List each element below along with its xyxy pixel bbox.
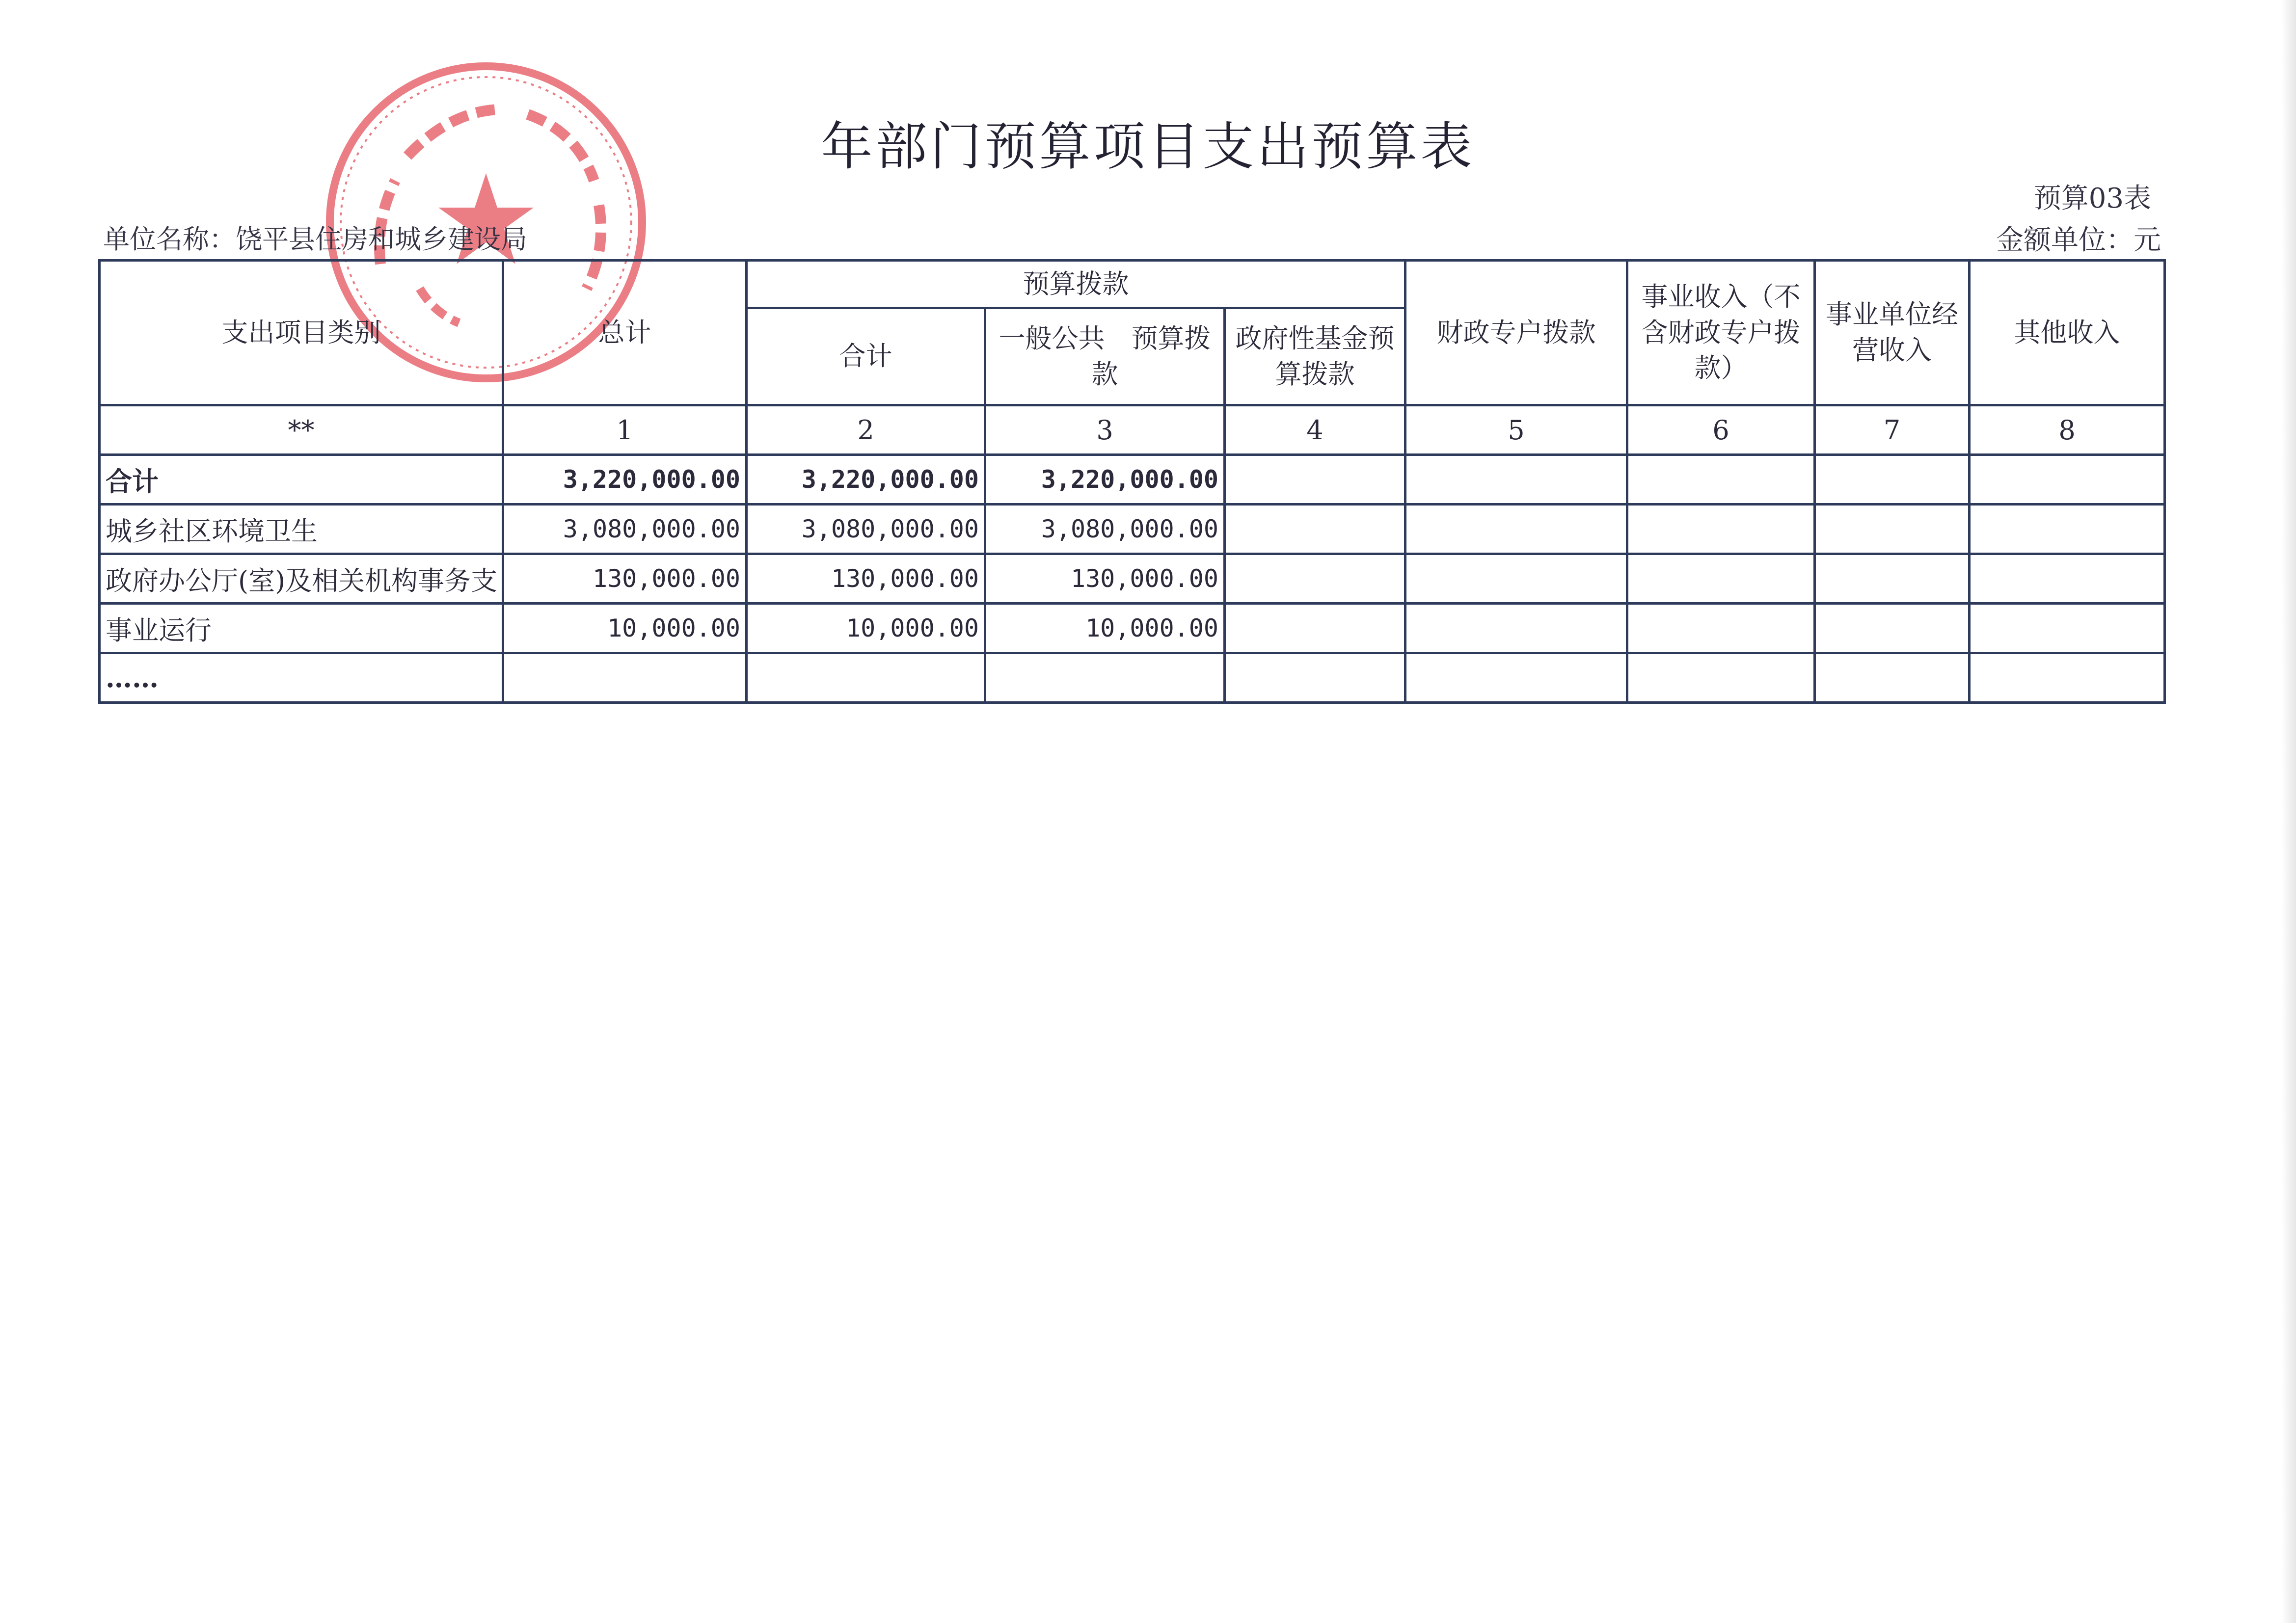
scan-edge — [2281, 0, 2296, 1623]
table-row-ellipsis — [100, 653, 2165, 703]
empty-cell — [1970, 604, 2165, 653]
empty-cell — [1815, 604, 1970, 653]
row-general: 3,220,000.00 — [985, 455, 1225, 505]
empty-cell — [1970, 653, 2165, 703]
index-cell: 1 — [503, 405, 747, 455]
header-category: 支出项目类别 — [100, 261, 503, 405]
row-subtotal: 3,220,000.00 — [747, 455, 985, 505]
empty-cell — [747, 653, 985, 703]
budget-table — [98, 259, 2166, 704]
empty-cell — [1815, 505, 1970, 554]
empty-cell — [1815, 653, 1970, 703]
row-subtotal: 3,080,000.00 — [747, 505, 985, 554]
empty-cell — [1405, 653, 1627, 703]
index-row — [100, 405, 2165, 455]
money-unit: 金额单位：元 — [1996, 224, 2161, 256]
row-total: 10,000.00 — [503, 604, 747, 653]
row-name: 合计 — [100, 455, 503, 505]
index-cell: 2 — [747, 405, 985, 455]
row-general: 130,000.00 — [985, 554, 1225, 604]
table-row — [100, 554, 2165, 604]
empty-cell — [1225, 455, 1405, 505]
form-number: 预算03表 — [2033, 183, 2151, 214]
empty-cell — [1627, 653, 1815, 703]
empty-cell — [1627, 505, 1815, 554]
row-name: …… — [100, 653, 503, 703]
table-row-total — [100, 455, 2165, 505]
empty-cell — [1405, 554, 1627, 604]
index-cell: 8 — [1970, 405, 2165, 455]
empty-cell — [1627, 554, 1815, 604]
row-total: 3,080,000.00 — [503, 505, 747, 554]
budget-table-wrapper — [98, 259, 2166, 704]
empty-cell — [503, 653, 747, 703]
row-general: 3,080,000.00 — [985, 505, 1225, 554]
index-cell: 3 — [985, 405, 1225, 455]
empty-cell — [1405, 455, 1627, 505]
empty-cell — [985, 653, 1225, 703]
index-cell: 6 — [1627, 405, 1815, 455]
empty-cell — [1405, 505, 1627, 554]
index-cell: 5 — [1405, 405, 1627, 455]
index-cell: 4 — [1225, 405, 1405, 455]
row-name: 事业运行 — [100, 604, 503, 653]
row-total: 3,220,000.00 — [503, 455, 747, 505]
empty-cell — [1970, 554, 2165, 604]
header-other-income: 其他收入 — [1970, 261, 2165, 405]
empty-cell — [1225, 505, 1405, 554]
unit-name-line — [103, 218, 527, 256]
row-name: 城乡社区环境卫生 — [100, 505, 503, 554]
table-row — [100, 505, 2165, 554]
header-subtotal: 合计 — [747, 308, 985, 405]
empty-cell — [1225, 554, 1405, 604]
row-total: 130,000.00 — [503, 554, 747, 604]
row-name: 政府办公厅(室)及相关机构事务支 — [100, 554, 503, 604]
empty-cell — [1225, 604, 1405, 653]
header-total: 总计 — [503, 261, 747, 405]
empty-cell — [1970, 505, 2165, 554]
header-gov-fund: 政府性基金预算拨款 — [1225, 308, 1405, 405]
index-cell: ** — [100, 405, 503, 455]
row-subtotal: 10,000.00 — [747, 604, 985, 653]
table-row — [100, 604, 2165, 653]
header-budget-alloc: 预算拨款 — [747, 261, 1405, 308]
row-general: 10,000.00 — [985, 604, 1225, 653]
unit-name: 饶平县住房和城乡建设局 — [236, 224, 527, 255]
header-business-income: 事业收入（不含财政专户拨款） — [1627, 261, 1815, 405]
empty-cell — [1815, 455, 1970, 505]
empty-cell — [1405, 604, 1627, 653]
index-cell: 7 — [1815, 405, 1970, 455]
header-row-1 — [100, 261, 2165, 308]
empty-cell — [1815, 554, 1970, 604]
header-unit-operating: 事业单位经营收入 — [1815, 261, 1970, 405]
header-general-public: 一般公共 预算拨款 — [985, 308, 1225, 405]
row-subtotal: 130,000.00 — [747, 554, 985, 604]
page-title: 年部门预算项目支出预算表 — [821, 117, 1475, 177]
empty-cell — [1627, 455, 1815, 505]
unit-label: 单位名称： — [103, 224, 236, 255]
header-fiscal-special: 财政专户拨款 — [1405, 261, 1627, 405]
empty-cell — [1225, 653, 1405, 703]
empty-cell — [1970, 455, 2165, 505]
empty-cell — [1627, 604, 1815, 653]
